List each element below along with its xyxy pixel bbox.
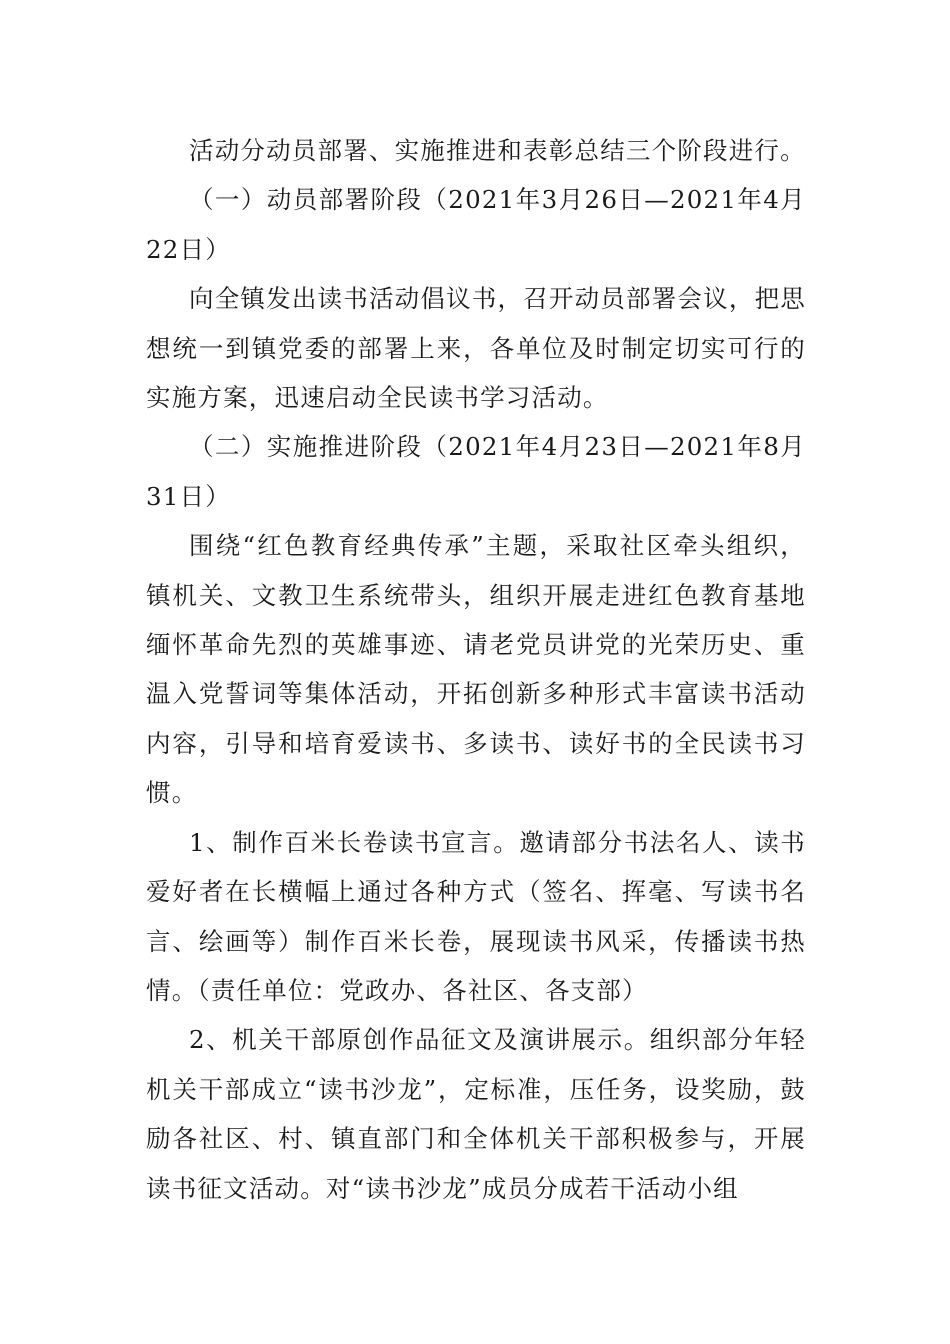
paragraph-implementation: 围绕“红色教育经典传承”主题，采取社区牵头组织，镇机关、文教卫生系统带头，组织开展走进红色教育基地缅怀革命先烈的英雄事迹、请老党员讲党的光荣历史、重温入党誓词等集体活动，开拓创新多种形式丰富读书活动内容，引导和培育爱读书、多读书、读好书的全民读书习惯。: [146, 531, 806, 808]
paragraph-mobilization: 向全镇发出读书活动倡议书，召开动员部署会议，把思想统一到镇党委的部署上来，各单位及时制定切实可行的实施方案，迅速启动全民读书学习活动。: [146, 284, 806, 413]
document-body: [146, 126, 806, 1213]
heading-implementation-stage: （二）实施推进阶段（2021年4月23日—2021年8月31日）: [146, 432, 806, 511]
heading-mobilization-stage: （一）动员部署阶段（2021年3月26日—2021年4月22日）: [146, 185, 806, 264]
paragraph-item-1: 1、制作百米长卷读书宣言。邀请部分书法名人、读书爱好者在长横幅上通过各种方式（签名、挥毫、写读书名言、绘画等）制作百米长卷，展现读书风采，传播读书热情。（责任单位：党政办、各社区、各支部）: [146, 827, 806, 1005]
paragraph-item-2: 2、机关干部原创作品征文及演讲展示。组织部分年轻机关干部成立“读书沙龙”，定标准，压任务，设奖励，鼓励各社区、村、镇直部门和全体机关干部积极参与，开展读书征文活动。对“读书沙龙”成员分成若干活动小组: [146, 1025, 806, 1203]
paragraph-stages-intro: 活动分动员部署、实施推进和表彰总结三个阶段进行。: [189, 136, 806, 165]
